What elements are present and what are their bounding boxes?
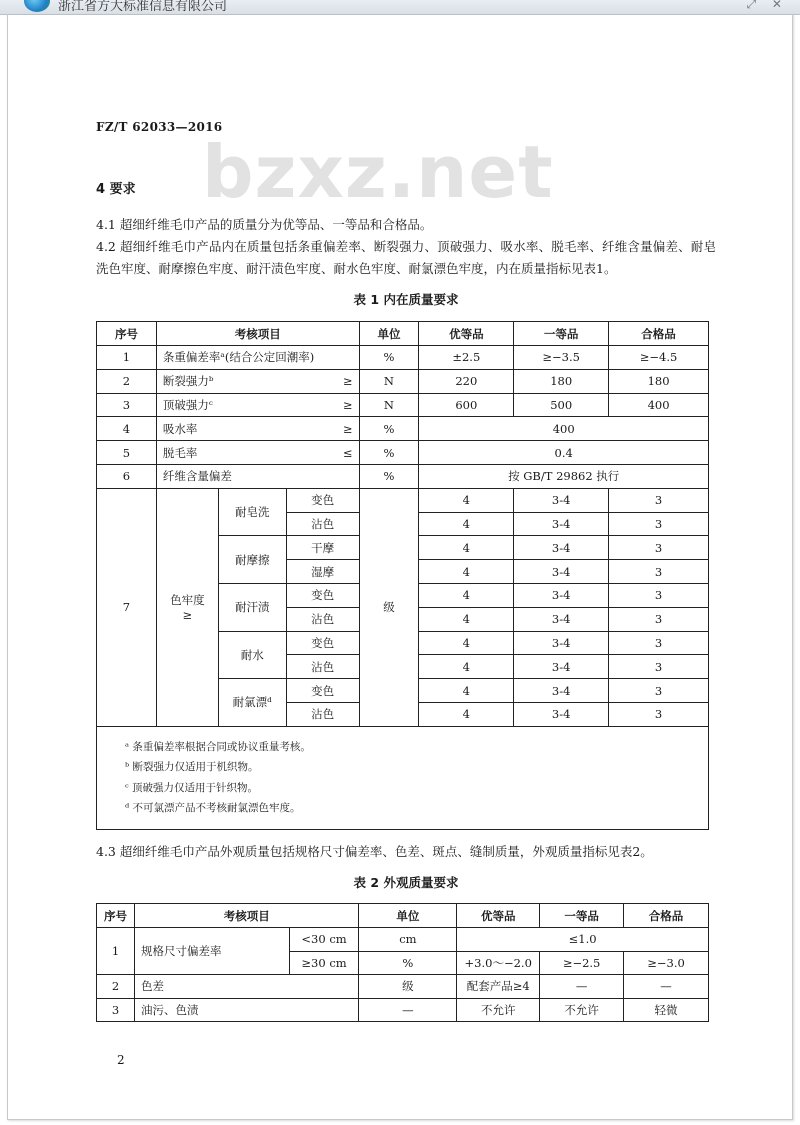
row-value: 3-4 <box>514 655 609 679</box>
row-value: 4 <box>419 607 514 631</box>
table-row <box>97 346 709 370</box>
row-item: 脱毛率 <box>156 441 286 465</box>
row-unit: cm <box>359 928 457 952</box>
row-value: 3 <box>609 512 709 536</box>
watermark: bzxz.net <box>202 130 554 214</box>
row-value: 3 <box>609 488 709 512</box>
row-value: 3-4 <box>514 631 609 655</box>
row-item: 顶破强力ᶜ <box>156 393 286 417</box>
header-grade-superior: 优等品 <box>419 322 514 346</box>
row-value: 4 <box>419 488 514 512</box>
table-row <box>97 998 709 1022</box>
row-value: 轻微 <box>624 998 709 1022</box>
row-unit: % <box>359 464 419 488</box>
row-value: 3 <box>609 679 709 703</box>
row-unit: % <box>359 441 419 465</box>
row-no: 1 <box>97 928 135 975</box>
row-value: 不允许 <box>457 998 540 1022</box>
intrinsic-quality-table <box>96 321 709 830</box>
row-value: 4 <box>419 536 514 560</box>
row-value: — <box>540 975 624 999</box>
table-header-row <box>97 322 709 346</box>
note-c: ᶜ 顶破强力仅适用于针织物。 <box>125 781 258 794</box>
viewer-toolbar <box>0 0 800 15</box>
row-item: 条重偏差率ᵃ(结合公定回潮率) <box>156 346 359 370</box>
header-item: 考核项目 <box>156 322 359 346</box>
row-unit: 级 <box>359 488 419 726</box>
row-value: 3 <box>609 655 709 679</box>
sub-item: 干摩 <box>286 536 359 560</box>
row-value: ±2.5 <box>419 346 514 370</box>
row-value: 3 <box>609 631 709 655</box>
row-value: 4 <box>419 655 514 679</box>
page-number: 2 <box>117 1053 125 1067</box>
sub-item: 变色 <box>286 488 359 512</box>
row-value: 4 <box>419 631 514 655</box>
note-a: ᵃ 条重偏差率根据合同或协议重量考核。 <box>125 740 311 753</box>
group-name: 耐氯漂ᵈ <box>218 679 286 727</box>
brand-name: 浙江省方大标准信息有限公司 <box>58 0 228 14</box>
sub-item: 变色 <box>286 679 359 703</box>
row-unit: % <box>359 951 457 975</box>
row-no: 1 <box>97 346 157 370</box>
row-no: 2 <box>97 369 157 393</box>
header-item: 考核项目 <box>134 904 359 928</box>
table-row <box>97 441 709 465</box>
header-no: 序号 <box>97 322 157 346</box>
row-unit: 级 <box>359 975 457 999</box>
row-operator: ≥ <box>286 369 359 393</box>
row-unit: N <box>359 393 419 417</box>
document-code: FZ/T 62033—2016 <box>96 120 223 134</box>
brand-logo-icon <box>24 0 50 12</box>
row-value: ≥−2.5 <box>540 951 624 975</box>
sub-item: <30 cm <box>289 928 359 952</box>
sub-item: 沾色 <box>286 655 359 679</box>
row-value-merged: ≤1.0 <box>457 928 709 952</box>
section-heading: 4 要求 <box>96 182 136 197</box>
table-notes <box>97 726 709 829</box>
row-value: 4 <box>419 512 514 536</box>
sub-item: 沾色 <box>286 702 359 726</box>
group-name: 耐水 <box>218 631 286 679</box>
group-name: 耐汗渍 <box>218 583 286 631</box>
sub-item: ≥30 cm <box>289 951 359 975</box>
row-item: 吸水率 <box>156 417 286 441</box>
row-unit: % <box>359 417 419 441</box>
row-value-merged: 0.4 <box>419 441 709 465</box>
table-row <box>97 928 709 952</box>
table-row <box>97 464 709 488</box>
sub-item: 沾色 <box>286 512 359 536</box>
row-value: 3 <box>609 607 709 631</box>
header-grade-first: 一等品 <box>514 322 609 346</box>
group-name: 耐皂洗 <box>218 488 286 536</box>
sub-item: 湿摩 <box>286 560 359 584</box>
row-item: 油污、色渍 <box>134 998 359 1022</box>
row-no: 2 <box>97 975 135 999</box>
paragraph-4-2: 4.2 超细纤维毛巾产品内在质量包括条重偏差率、断裂强力、顶破强力、吸水率、脱毛率、纤维含量偏差、耐皂洗色牢度、耐摩擦色牢度、耐汗渍色牢度、耐水色牢度、耐氯漂色牢度，内在质量指标见表1。 <box>96 239 716 276</box>
row-value: 4 <box>419 583 514 607</box>
row-value: 配套产品≥4 <box>457 975 540 999</box>
paragraph-4-3: 4.3 超细纤维毛巾产品外观质量包括规格尺寸偏差率、色差、斑点、缝制质量，外观质量指标见表2。 <box>96 844 653 859</box>
row-operator: ≥ <box>286 417 359 441</box>
row-operator: ≥ <box>286 393 359 417</box>
row-value: 3 <box>609 702 709 726</box>
colorfastness-operator: ≥ <box>182 608 193 623</box>
header-unit: 单位 <box>359 322 419 346</box>
row-item: 规格尺寸偏差率 <box>134 928 289 975</box>
group-name: 耐摩擦 <box>218 536 286 584</box>
paragraph-4-1: 4.1 超细纤维毛巾产品的质量分为优等品、一等品和合格品。 <box>96 217 433 232</box>
row-value: 不允许 <box>540 998 624 1022</box>
row-value: 3-4 <box>514 607 609 631</box>
header-unit: 单位 <box>359 904 457 928</box>
row-value: 500 <box>514 393 609 417</box>
row-value: 400 <box>609 393 709 417</box>
note-b: ᵇ 断裂强力仅适用于机织物。 <box>125 761 259 774</box>
appearance-quality-table <box>96 903 709 1022</box>
colorfastness-title: 色牢度 <box>170 593 205 608</box>
row-value: 3-4 <box>514 583 609 607</box>
table-notes-row <box>97 726 709 829</box>
table-row <box>97 369 709 393</box>
header-no: 序号 <box>97 904 135 928</box>
row-item: 色差 <box>134 975 359 999</box>
row-item: 断裂强力ᵇ <box>156 369 286 393</box>
table-row <box>97 417 709 441</box>
row-item: 纤维含量偏差 <box>156 464 359 488</box>
row-value: 180 <box>514 369 609 393</box>
note-d: ᵈ 不可氯漂产品不考核耐氯漂色牢度。 <box>125 802 301 815</box>
table2-caption: 表 2 外观质量要求 <box>353 875 459 890</box>
row-unit: % <box>359 346 419 370</box>
row-value: 3 <box>609 583 709 607</box>
row-value: +3.0～−2.0 <box>457 951 540 975</box>
row-value: — <box>624 975 709 999</box>
row-unit: — <box>359 998 457 1022</box>
row-no: 3 <box>97 393 157 417</box>
row-value: ≥−3.0 <box>624 951 709 975</box>
table-header-row <box>97 904 709 928</box>
row-no: 5 <box>97 441 157 465</box>
header-grade-superior: 优等品 <box>457 904 540 928</box>
row-value: ≥−3.5 <box>514 346 609 370</box>
row-no: 3 <box>97 998 135 1022</box>
table-row <box>97 488 709 512</box>
row-value: 4 <box>419 560 514 584</box>
row-value: 3 <box>609 536 709 560</box>
sub-item: 变色 <box>286 583 359 607</box>
window-controls-icon[interactable]: ⤢ ✕ <box>746 0 788 11</box>
row-no: 6 <box>97 464 157 488</box>
row-value: 220 <box>419 369 514 393</box>
row-value: 3 <box>609 560 709 584</box>
table-row <box>97 393 709 417</box>
row-value: 4 <box>419 702 514 726</box>
header-grade-qualified: 合格品 <box>624 904 709 928</box>
colorfastness-label <box>156 488 218 726</box>
row-value: ≥−4.5 <box>609 346 709 370</box>
row-value: 600 <box>419 393 514 417</box>
row-value: 4 <box>419 679 514 703</box>
table1-caption: 表 1 内在质量要求 <box>353 292 459 307</box>
row-no: 7 <box>97 488 157 726</box>
row-operator: ≤ <box>286 441 359 465</box>
sub-item: 沾色 <box>286 607 359 631</box>
header-grade-first: 一等品 <box>540 904 624 928</box>
row-value: 3-4 <box>514 560 609 584</box>
row-value-merged: 按 GB/T 29862 执行 <box>419 464 709 488</box>
table-row <box>97 975 709 999</box>
row-value: 3-4 <box>514 679 609 703</box>
row-no: 4 <box>97 417 157 441</box>
row-value-merged: 400 <box>419 417 709 441</box>
row-value: 3-4 <box>514 512 609 536</box>
sub-item: 变色 <box>286 631 359 655</box>
row-value: 180 <box>609 369 709 393</box>
row-unit: N <box>359 369 419 393</box>
header-grade-qualified: 合格品 <box>609 322 709 346</box>
row-value: 3-4 <box>514 488 609 512</box>
row-value: 3-4 <box>514 702 609 726</box>
row-value: 3-4 <box>514 536 609 560</box>
